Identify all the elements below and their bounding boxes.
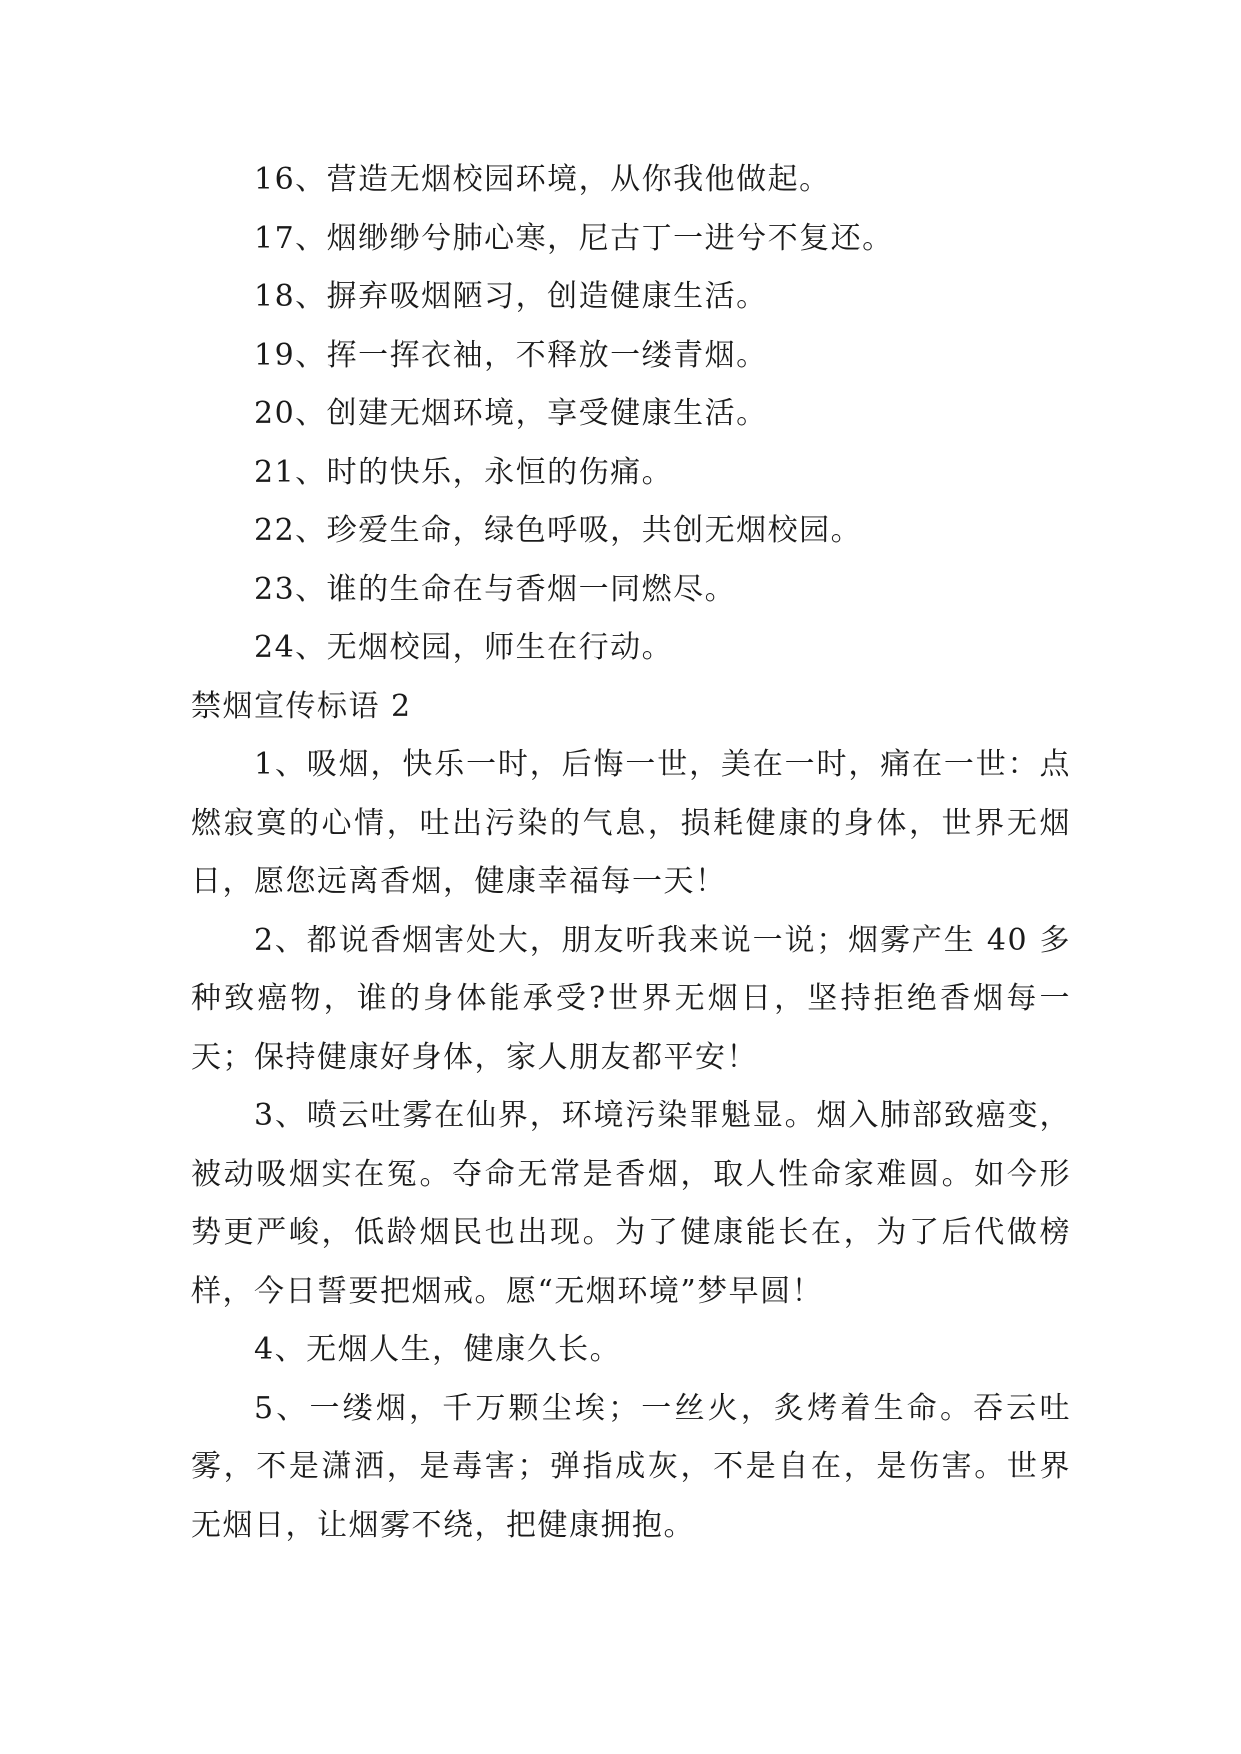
paragraph: 1、吸烟，快乐一时，后悔一世，美在一时，痛在一世：点燃寂寞的心情，吐出污染的气息，损耗健康的身体，世界无烟日，愿您远离香烟，健康幸福每一天！ — [191, 747, 1071, 899]
paragraph: 3、喷云吐雾在仙界，环境污染罪魁显。烟入肺部致癌变，被动吸烟实在冤。夺命无常是香烟，取人性命家难圆。如今形势更严峻，低龄烟民也出现。为了健康能长在，为了后代做榜样，今日誓要把烟戒。愿“无烟环境”梦早圆！ — [191, 1098, 1071, 1309]
list-item: 16、营造无烟校园环境，从你我他做起。 — [254, 162, 831, 197]
list-item: 20、创建无烟环境，享受健康生活。 — [254, 396, 768, 431]
list-item: 23、谁的生命在与香烟一同燃尽。 — [254, 571, 737, 607]
paragraph: 2、都说香烟害处大，朋友听我来说一说；烟雾产生 40 多种致癌物，谁的身体能承受?世界无烟日，坚持拒绝香烟每一天；保持健康好身体，家人朋友都平安！ — [191, 922, 1071, 1075]
paragraph: 5、一缕烟，千万颗尘埃；一丝火，炙烤着生命。吞云吐雾，不是潇洒，是毒害；弹指成灰，不是自在，是伤害。世界无烟日，让烟雾不绕，把健康拥抱。 — [191, 1390, 1071, 1543]
list-item: 17、烟缈缈兮肺心寒，尼古丁一进兮不复还。 — [254, 220, 894, 256]
list-item: 19、挥一挥衣袖，不释放一缕青烟。 — [254, 337, 768, 373]
document-body — [191, 151, 1071, 1555]
list-item: 21、时的快乐，永恒的伤痛。 — [254, 454, 674, 490]
list-item: 24、无烟校园，师生在行动。 — [254, 630, 674, 665]
list-item: 22、珍爱生命，绿色呼吸，共创无烟校园。 — [254, 513, 863, 548]
section-heading: 禁烟宣传标语 2 — [191, 688, 412, 724]
list-item: 18、摒弃吸烟陋习，创造健康生活。 — [254, 279, 768, 314]
paragraph: 4、无烟人生，健康久长。 — [254, 1332, 622, 1367]
